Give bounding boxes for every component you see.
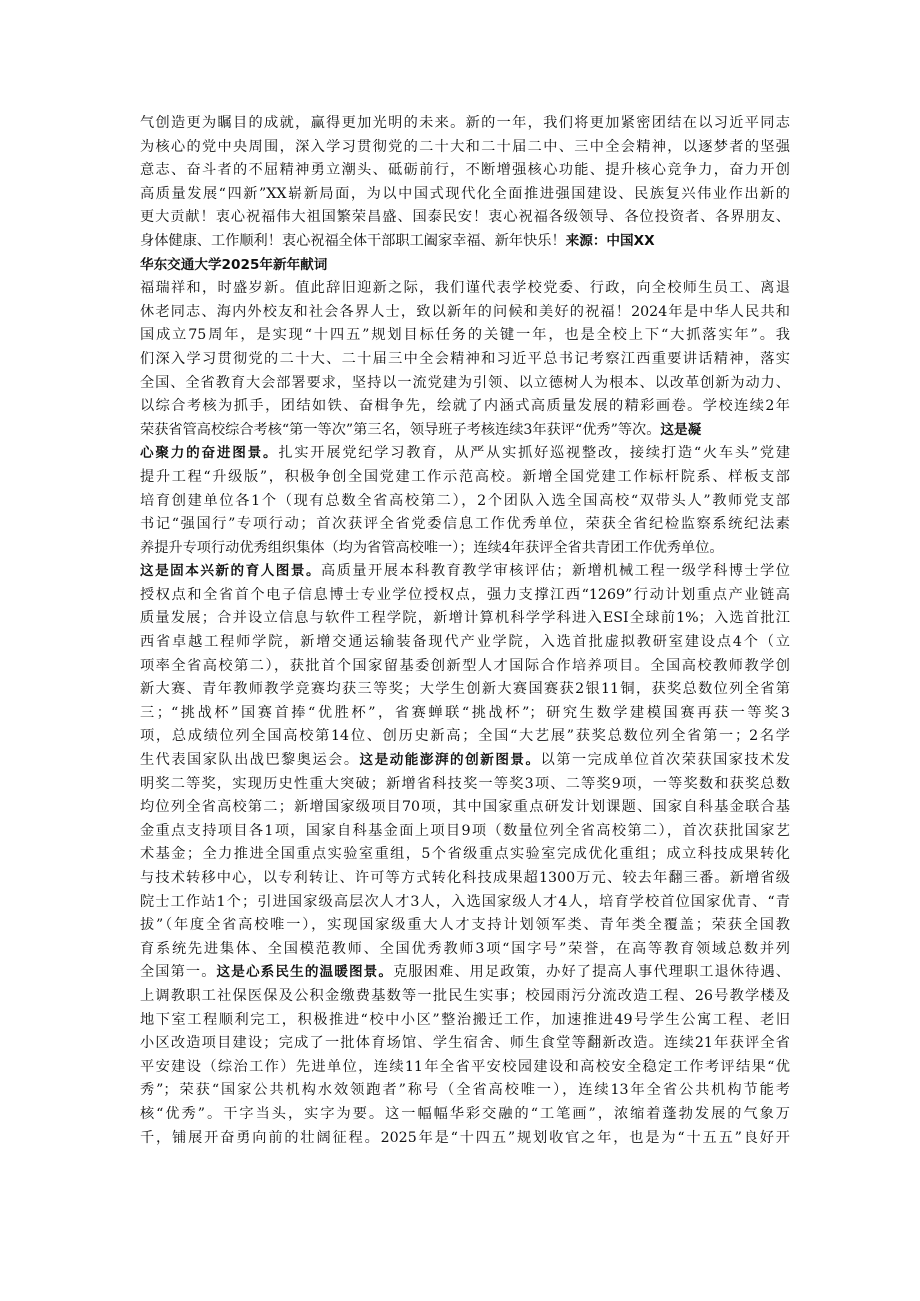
text-run: 平安建设（综治工作）先进单位，连续11年全省平安校园建设和高校安全稳定工作考评结果“优 bbox=[140, 1058, 790, 1075]
text-line bbox=[140, 1032, 790, 1056]
article-title bbox=[140, 254, 790, 278]
text-line bbox=[140, 678, 790, 702]
text-run: 地下室工程顺利完工，积极推进“校中小区”整治搬迁工作，加速推进49号学生公寓工程、老旧 bbox=[140, 1011, 790, 1028]
text-line bbox=[140, 206, 790, 230]
text-line bbox=[140, 277, 790, 301]
text-run: 明奖二等奖，实现历史性重大突破；新增省科技奖一等奖3项、二等奖9项，一等奖数和获奖总数 bbox=[140, 775, 790, 792]
text-run: 核“优秀”。干字当头，实字为要。这一幅幅华彩交融的“工笔画”，浓缩着蓬勃发展的气象万 bbox=[140, 1105, 790, 1122]
text-line bbox=[140, 159, 790, 183]
bold-phrase: 这是动能澎湃的创新图景。 bbox=[359, 752, 541, 769]
text-run: 西省卓越工程师学院，新增交通运输装备现代产业学院，入选首批虚拟教研室建设点4个（立 bbox=[140, 634, 790, 651]
text-line bbox=[140, 419, 790, 443]
text-line bbox=[140, 961, 790, 985]
text-line bbox=[140, 914, 790, 938]
text-run: 均位列全省高校第二；新增国家级项目70项，其中国家重点研发计划课题、国家自科基金联合基 bbox=[140, 799, 790, 816]
document-body bbox=[140, 112, 790, 1150]
text-run: 全国、全省教育大会部署要求，坚持以一流党建为引领、以立德树人为根本、以改革创新为动力、 bbox=[140, 374, 790, 391]
text-run: 提升工程“升级版”，积极争创全国党建工作示范高校。新增全国党建工作标杆院系、样板支部 bbox=[140, 468, 790, 485]
bold-phrase: 这是心系民生的温暖图景。 bbox=[216, 964, 394, 981]
text-run: 育系统先进集体、全国模范教师、全国优秀教师3项“国字号”荣誉，在高等教育领域总数并列 bbox=[140, 940, 790, 957]
text-run: 们深入学习贯彻党的二十大、二十届三中全会精神和习近平总书记考察江西重要讲话精神，落实 bbox=[140, 350, 790, 367]
text-line bbox=[140, 395, 790, 419]
text-run: 千，铺展开奋勇向前的壮阔征程。2025年是“十四五”规划收官之年，也是为“十五五”良好开 bbox=[140, 1129, 790, 1146]
text-line bbox=[140, 702, 790, 726]
text-run: 高质量开展本科教育教学审核评估；新增机械工程一级学科博士学位 bbox=[321, 563, 790, 580]
text-run: 拔”（年度全省高校唯一），实现国家级重大人才支持计划领军类、青年类全覆盖；荣获全国教 bbox=[140, 917, 790, 934]
text-run: 与技术转移中心，以专利转让、许可等方式转化科技成果超1300万元、较去年翻三番。新增省级 bbox=[140, 870, 790, 886]
text-line bbox=[140, 1009, 790, 1033]
text-run: 养提升专项行动优秀组织集体（均为省管高校唯一）；连续4年获评全省共青团工作优秀单位。 bbox=[140, 539, 724, 556]
text-run: 项率全省高校第二），获批首个国家留基委创新型人才国际合作培养项目。全国高校教师教学创 bbox=[140, 657, 790, 674]
text-line bbox=[140, 466, 790, 490]
text-line bbox=[140, 773, 790, 797]
text-line bbox=[140, 891, 790, 915]
text-run: 身体健康、工作顺利！衷心祝福全体干部职工阖家幸福、新年快乐！ bbox=[140, 232, 566, 249]
bold-phrase: 这是固本兴新的育人图景。 bbox=[140, 563, 322, 580]
bold-phrase: 来源：中国XX bbox=[565, 232, 655, 249]
text-run: 三；“挑战杯”国赛首捧“优胜杯”，省赛蝉联“挑战杯”；研究生数学建模国赛再获一等奖3 bbox=[140, 704, 790, 721]
text-line bbox=[140, 938, 790, 962]
text-line bbox=[140, 1127, 790, 1151]
text-run: 扎实开展党纪学习教育，从严从实抓好巡视整改，接续打造“火车头”党建 bbox=[278, 445, 791, 462]
text-run: 秀”；荣获“国家公共机构水效领跑者”称号（全省高校唯一），连续13年全省公共机构节能考 bbox=[140, 1082, 790, 1099]
text-line bbox=[140, 513, 790, 537]
text-run: 全国第一。 bbox=[140, 964, 217, 981]
text-line bbox=[140, 1103, 790, 1127]
text-run: 国成立75周年，是实现“十四五”规划目标任务的关键一年，也是全校上下“大抓落实年”。我 bbox=[140, 327, 790, 344]
text-line bbox=[140, 324, 790, 348]
text-line bbox=[140, 820, 790, 844]
text-line bbox=[140, 490, 790, 514]
text-line bbox=[140, 301, 790, 325]
text-run: 克服困难、用足政策，办好了提高人事代理职工退休待遇、 bbox=[393, 964, 790, 981]
text-line bbox=[140, 796, 790, 820]
text-run: 休老同志、海内外校友和社会各界人士，致以新年的问候和美好的祝福！2024年是中华人民共和 bbox=[140, 303, 790, 320]
text-line bbox=[140, 985, 790, 1009]
text-run: 上调教职工社保医保及公积金缴费基数等一批民生实事；校园雨污分流改造工程、26号教学楼及 bbox=[140, 987, 790, 1004]
text-run: 福瑞祥和，时盛岁新。值此辞旧迎新之际，我们谨代表学校党委、行政，向全校师生员工、离退 bbox=[140, 280, 790, 297]
text-line bbox=[140, 112, 790, 136]
text-run: 生代表国家队出战巴黎奥运会。 bbox=[140, 752, 360, 769]
text-run: 为核心的党中央周围，深入学习贯彻党的二十大和二十届二中、三中全会精神，以逐梦者的坚强 bbox=[140, 138, 790, 155]
text-run: 以综合考核为抓手，团结如铁、奋楫争先，绘就了内涵式高质量发展的精彩画卷。学校连续2年 bbox=[140, 398, 790, 415]
bold-phrase: 这是凝 bbox=[660, 421, 702, 438]
text-line bbox=[140, 725, 790, 749]
text-line bbox=[140, 372, 790, 396]
text-line bbox=[140, 1079, 790, 1103]
text-line bbox=[140, 867, 790, 891]
text-run: 金重点支持项目各1项，国家自科基金面上项目9项（数量位列全省高校第二），首次获批国家艺 bbox=[140, 822, 790, 839]
text-run: 小区改造项目建设；完成了一批体育场馆、学生宿舍、师生食堂等翻新改造。连续21年获评全省 bbox=[140, 1035, 790, 1052]
text-line bbox=[140, 843, 790, 867]
text-run: 授权点和全省首个电子信息博士专业学位授权点，强力支撑江西“1269”行动计划重点产业链高 bbox=[140, 586, 790, 603]
text-line bbox=[140, 183, 790, 207]
text-line bbox=[140, 655, 790, 679]
text-line bbox=[140, 749, 790, 773]
text-line bbox=[140, 631, 790, 655]
text-line bbox=[140, 442, 790, 466]
text-run: 意志、奋斗者的不屈精神勇立潮头、砥砺前行，不断增强核心功能、提升核心竞争力，奋力开创 bbox=[140, 162, 790, 179]
text-run: 院士工作站1个；引进国家级高层次人才3人，入选国家级人才4人，培育学校首位国家优青、“青 bbox=[140, 893, 790, 910]
text-line bbox=[140, 230, 790, 254]
text-run: 荣获省管高校综合考核“第一等次”第三名，领导班子考核连续3年获评“优秀”等次。 bbox=[140, 421, 661, 438]
text-run: 新大赛、青年教师教学竞赛均获三等奖；大学生创新大赛国赛获2银11铜，获奖总数位列全省第 bbox=[140, 681, 790, 698]
text-line bbox=[140, 1056, 790, 1080]
text-line bbox=[140, 348, 790, 372]
text-run: 项，总成绩位列全国高校第14位、创历史新高；全国“大艺展”获奖总数位列全省第一；2名学 bbox=[140, 728, 790, 745]
text-line bbox=[140, 560, 790, 584]
text-run: 书记“强国行”专项行动；首次获评全省党委信息工作优秀单位，荣获全省纪检监察系统纪法素 bbox=[140, 516, 790, 533]
text-run: 术基金；全力推进全国重点实验室重组，5个省级重点实验室完成优化重组；成立科技成果转化 bbox=[140, 846, 790, 863]
text-run: 质量发展；合并设立信息与软件工程学院，新增计算机科学学科进入ESI全球前1%；入选首批江 bbox=[140, 610, 790, 627]
text-line bbox=[140, 136, 790, 160]
bold-phrase: 心聚力的奋进图景。 bbox=[140, 445, 279, 462]
text-run: 高质量发展“四新”XX崭新局面，为以中国式现代化全面推进强国建设、民族复兴伟业作出新的 bbox=[140, 185, 790, 202]
text-run: 以第一完成单位首次荣获国家技术发 bbox=[540, 752, 790, 769]
text-line bbox=[140, 607, 790, 631]
text-run: 培育创建单位各1个（现有总数全省高校第二），2个团队入选全国高校“双带头人”教师党支部 bbox=[140, 492, 790, 509]
text-run: 更大贡献！衷心祝福伟大祖国繁荣昌盛、国泰民安！衷心祝福各级领导、各位投资者、各界朋友、 bbox=[140, 209, 790, 226]
text-run: 气创造更为瞩目的成就，赢得更加光明的未来。新的一年，我们将更加紧密团结在以习近平同志 bbox=[140, 115, 790, 131]
text-line bbox=[140, 584, 790, 608]
article-title-text: 华东交通大学2025年新年献词 bbox=[140, 256, 328, 273]
text-line bbox=[140, 537, 790, 561]
